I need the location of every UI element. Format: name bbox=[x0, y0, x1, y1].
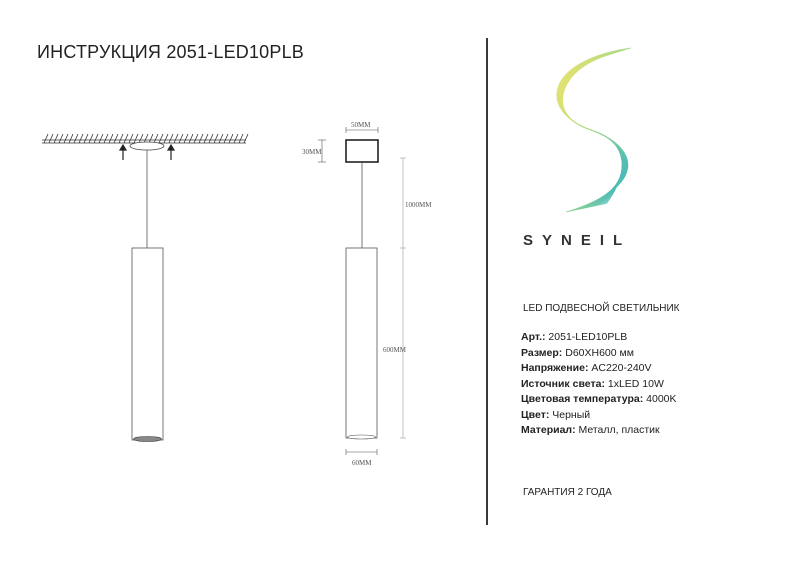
hatch-mark bbox=[179, 134, 183, 143]
hatch-mark bbox=[219, 134, 223, 143]
hatch-mark bbox=[224, 134, 228, 143]
dim-bottom-width: 60MM bbox=[352, 459, 372, 467]
hatch-mark bbox=[44, 134, 48, 143]
logo-wave-line bbox=[561, 57, 623, 206]
logo-wave-line bbox=[562, 59, 622, 205]
hatch-mark bbox=[119, 134, 123, 143]
page-title: ИНСТРУКЦИЯ 2051-LED10PLB bbox=[37, 42, 305, 62]
spec-size: Размер: D60XH600 мм bbox=[521, 346, 634, 359]
logo-wave-line bbox=[562, 59, 623, 205]
spec-light-source: Источник света: 1xLED 10W bbox=[521, 377, 664, 390]
hatch-mark bbox=[104, 134, 108, 143]
hatch-mark bbox=[199, 134, 203, 143]
hatch-mark bbox=[49, 134, 53, 143]
hatch-mark bbox=[129, 134, 133, 143]
hatch-mark bbox=[244, 134, 248, 143]
spec-voltage: Напряжение: AC220-240V bbox=[521, 362, 652, 374]
dim-body-length: 600MM bbox=[383, 346, 406, 354]
dim-top-width: 50MM bbox=[351, 121, 371, 129]
lamp-body-dimension bbox=[346, 248, 377, 438]
hatch-mark bbox=[134, 134, 138, 143]
hatch-mark bbox=[189, 134, 193, 143]
product-type: LED ПОДВЕСНОЙ СВЕТИЛЬНИК bbox=[523, 303, 680, 314]
brand-name: SYNEIL bbox=[523, 232, 632, 249]
hatch-mark bbox=[154, 134, 158, 143]
dim-box-height: 30MM bbox=[302, 148, 322, 156]
hatch-mark bbox=[109, 134, 113, 143]
hatch-mark bbox=[94, 134, 98, 143]
hatch-mark bbox=[79, 134, 83, 143]
vertical-divider bbox=[486, 38, 488, 525]
syneil-logo-icon bbox=[536, 40, 646, 220]
hatch-mark bbox=[69, 134, 73, 143]
spec-list bbox=[521, 330, 677, 439]
spec-material: Материал: Металл, пластик bbox=[521, 424, 660, 436]
hatch-mark bbox=[169, 134, 173, 143]
logo-wave-line bbox=[562, 58, 623, 206]
canopy-mount bbox=[130, 142, 164, 150]
hatch-mark bbox=[99, 134, 103, 143]
spec-color-temp: Цветовая температура: 4000K bbox=[521, 393, 677, 405]
lamp-diffuser bbox=[134, 437, 162, 442]
logo-wave-line bbox=[562, 58, 623, 205]
hatch-mark bbox=[194, 134, 198, 143]
hatch-mark bbox=[159, 134, 163, 143]
hatch-mark bbox=[164, 134, 168, 143]
hatch-mark bbox=[209, 134, 213, 143]
lamp-body bbox=[132, 248, 163, 440]
hatch-mark bbox=[84, 134, 88, 143]
hatch-mark bbox=[234, 134, 238, 143]
spec-color: Цвет: Черный bbox=[521, 408, 591, 421]
logo-wave-line bbox=[562, 60, 622, 205]
hatch-mark bbox=[239, 134, 243, 143]
hatch-mark bbox=[184, 134, 188, 143]
dim-cable-length: 1000MM bbox=[405, 201, 432, 209]
hatch-mark bbox=[139, 134, 143, 143]
hatch-mark bbox=[74, 134, 78, 143]
spec-article: Арт.: 2051-LED10PLB bbox=[521, 331, 628, 343]
hatch-mark bbox=[114, 134, 118, 143]
hatch-mark bbox=[59, 134, 63, 143]
hatch-mark bbox=[229, 134, 233, 143]
logo-wave-line bbox=[557, 48, 629, 211]
canopy-box bbox=[346, 140, 378, 162]
hatch-mark bbox=[204, 134, 208, 143]
warranty-text: ГАРАНТИЯ 2 ГОДА bbox=[523, 487, 612, 498]
hatch-mark bbox=[214, 134, 218, 143]
logo-wave-line bbox=[562, 60, 622, 204]
hatch-mark bbox=[89, 134, 93, 143]
hatch-mark bbox=[54, 134, 58, 143]
hatch-mark bbox=[124, 134, 128, 143]
hatch-mark bbox=[174, 134, 178, 143]
hatch-mark bbox=[64, 134, 68, 143]
